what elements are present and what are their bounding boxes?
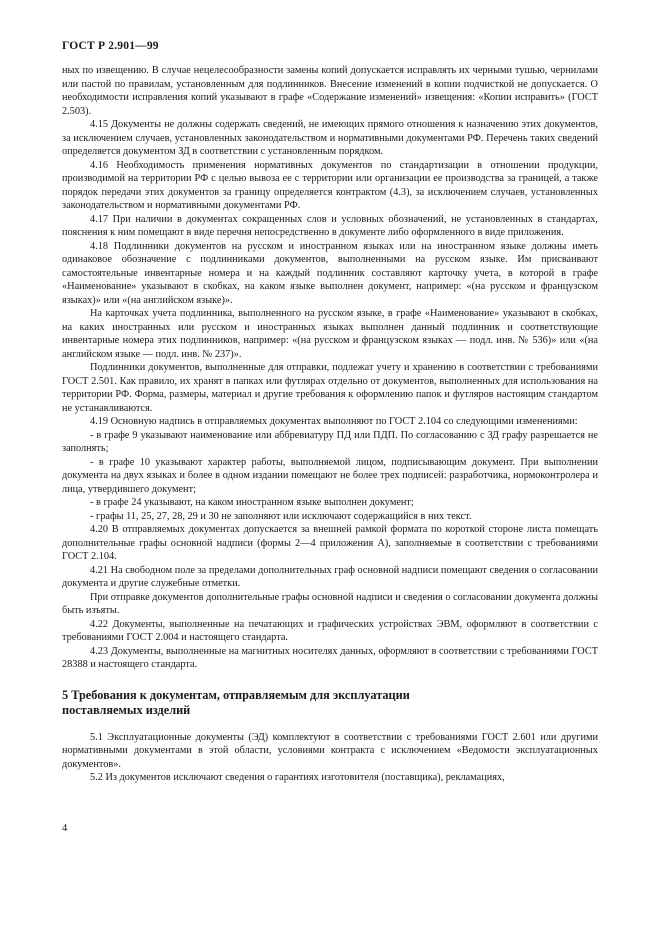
paragraph-4-18-originals: Подлинники документов, выполненные для отправки, подлежат учету и хранению в соответствии с требованиями ГОСТ 2.501. Как правило, их хранят в папках или футлярах отдельно от документов, выполненных для использования на территории РФ. Форма, размеры, материал и другие требования к оформлению папок и футляров настоящим стандартом не устанавливаются.	[62, 362, 598, 414]
list-item-graph-24: - в графе 24 указывают, на каком иностранном языке выполнен документ;	[90, 497, 414, 508]
body-bottom	[62, 731, 598, 785]
paragraph-continuation: ных по извещению. В случае нецелесообразности замены копий допускается исправлять их черными тушью, чернилами или пастой по правилам, установленным для подлинников. Внесение изменений в копии подчисткой не допускается. О необходимости исправления копий указывают в графе «Содержание изменений» извещения: «Копии исправить» (ГОСТ 2.503).	[62, 65, 598, 117]
list-item-graph-10: - в графе 10 указывают характер работы, выполняемой лицом, подписывающим документ. При выполнении документа на двух языках и более в одном издании помещают не более трех подписей: разработчика, нормоконтролера и лица, утвердившего документ;	[62, 456, 598, 495]
paragraph-4-18-cards: На карточках учета подлинника, выполненного на русском языке, в графе «Наименование» указывают в скобках, на каких иностранных или русском и иностранных языках выполнен данный подлинник и соответствующие инвентарные номера этих подлинников, например: «(на русском и французском языках — подл. инв. № 536)» или «(на английском языке — подл. инв. № 237)».	[62, 308, 598, 360]
paragraph-5-2: 5.2 Из документов исключают сведения о гарантиях изготовителя (поставщика), рекламациях,	[90, 772, 505, 783]
paragraph-4-16: 4.16 Необходимость применения нормативных документов по стандартизации в отношении продукции, производимой на территории РФ с целью вывоза ее с территории или организации ее производства за границей, а также порядок передачи этих документов за границу определяется контрактом (4.3), за исключением случаев, установленных законодательством и нормативными документами РФ.	[62, 159, 598, 211]
paragraph-4-20: 4.20 В отправляемых документах допускается за внешней рамкой формата по короткой стороне листа помещать дополнительные графы основной надписи (формы 2—4 приложения А), заполняемые в соответствии с требованиями ГОСТ 2.104.	[62, 524, 598, 562]
list-item-graph-9: - в графе 9 указывают наименование или аббревиатуру ПД или ПДП. По согласованию с ЗД графу разрешается не заполнять;	[62, 429, 598, 454]
page-number: 4	[62, 823, 68, 834]
paragraph-4-18: 4.18 Подлинники документов на русском и иностранном языках или на иностранном языке должны иметь одинаковое обозначение с подлинниками документов, выполненными на русском языке. Им присваивают самостоятельные инвентарные номера и на каждый подлинник составляют карточку учета, в которой в графе «Наименование» указывают в скобках, на каком языке выполнен документ, например: «(на русском и французском языках)» или «(на английском языке)».	[62, 240, 598, 306]
paragraph-4-23: 4.23 Документы, выполненные на магнитных носителях данных, оформляют в соответствии с требованиями ГОСТ 28388 и настоящего стандарта.	[62, 645, 598, 670]
paragraph-5-1: 5.1 Эксплуатационные документы (ЭД) комплектуют в соответствии с требованиями ГОСТ 2.601 или другими нормативными документами в этой области, условиями контракта с исключением «Ведомости эксплуатационных документов».	[62, 731, 598, 770]
paragraph-4-22: 4.22 Документы, выполненные на печатающих и графических устройствах ЭВМ, оформляют в соответствии с требованиями ГОСТ 2.004 и настоящего стандарта.	[62, 618, 598, 643]
paragraph-4-19: 4.19 Основную надпись в отправляемых документах выполняют по ГОСТ 2.104 со следующими изменениями:	[90, 416, 578, 427]
paragraph-4-21-removal: При отправке документов дополнительные графы основной надписи и сведения о согласовании документа должны быть изъяты.	[62, 591, 598, 616]
paragraph-4-15: 4.15 Документы не должны содержать сведений, не имеющих прямого отношения к назначению этих документов, за исключением случаев, установленных законодательством и нормативными документами РФ. Перечень таких сведений определяется документом ЗД в соответствии с установленным порядком.	[62, 119, 598, 157]
section-5-heading-line1: 5 Требования к документам, отправляемым для эксплуатации	[62, 687, 410, 702]
list-item-graphs-11-30: - графы 11, 25, 27, 28, 29 и 30 не заполняют или исключают содержащийся в них текст.	[90, 510, 472, 522]
document-header: ГОСТ Р 2.901—99	[62, 40, 159, 52]
section-5-heading	[62, 688, 598, 718]
paragraph-4-21: 4.21 На свободном поле за пределами дополнительных граф основной надписи помещают сведения о согласовании документа и другие служебные отметки.	[62, 564, 598, 589]
body-top	[62, 64, 598, 672]
paragraph-4-17: 4.17 При наличии в документах сокращенных слов и условных обозначений, не установленных в стандартах, пояснения к ним помещают в виде перечня непосредственно в документе либо оформленного в виде приложения.	[62, 213, 598, 238]
section-5-heading-line2: поставляемых изделий	[62, 702, 191, 717]
document-page	[62, 40, 598, 785]
